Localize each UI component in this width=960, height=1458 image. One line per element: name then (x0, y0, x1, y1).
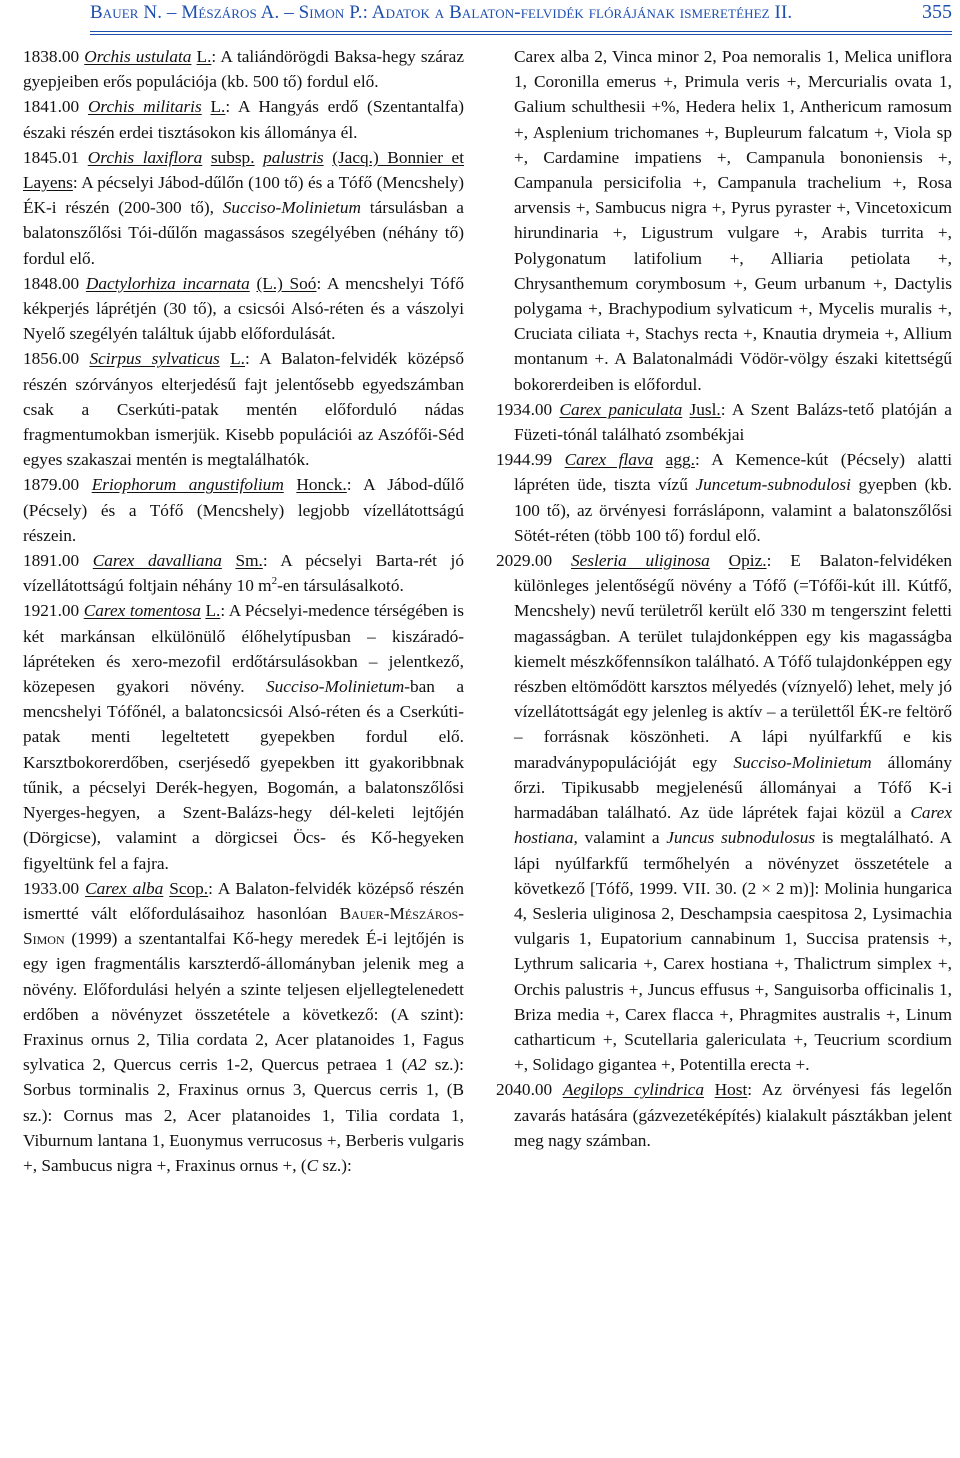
entry-1848 (23, 271, 464, 347)
author-name: L. (196, 47, 212, 66)
author-name: L. (210, 97, 226, 117)
species-name: Carex paniculata (559, 399, 683, 419)
author-name: Opiz. (728, 551, 767, 571)
entry-1921 (23, 598, 464, 875)
entry-text: gyepben (kb. 100 tő), az örvényesi forrásláponn, valamint a balatonszőlősi Sötét-réten (több 100 tő) fordul elő. (514, 475, 952, 545)
entry-text: : A Szent Balázs-tető platóján a Füzeti-tónál található zsombékjai (514, 399, 952, 445)
entry-text: : A Balaton-felvidék középső részén ismertté vált előfordulásaihoz hasonlóan (23, 878, 464, 923)
entry-text: (1999) a szentantalfai Kő-hegy meredek É-i lejtőjén is egy igen fragmentális karszterdő-állományban jelenik meg a növény. Előfordulási helyén a szinte teljesen eljellegtelenedett erdőben a növényzet összetétele a következő: (A szint): Fraxinus ornus 2, Tilia cordata 2, Acer platanoides 1, Fagus sylvatica 2, Quercus cerris 1-2, Quercus petraea 1 ( (23, 929, 464, 1075)
entry-text: társulásban a balatonszőlősi Tói-dűlőn magassásos szegélyében (néhány tő) fordul elő. (23, 198, 464, 268)
entry-1933 (23, 876, 464, 1178)
species-name: Eriophorum angustifolium (91, 475, 284, 495)
entry-text: : A Balaton-felvidék középső részén szórványos elterjedésű fajt jelentősebb egyedszámban csak a Cserkúti-patak mentén előforduló nádas fragmentumokban ismerjük. Kisebb populációi az Aszófői-Séd egyes szakaszai mentén is megtalálhatók. (23, 349, 465, 470)
entry-text: : E Balaton-felvidéken különleges jelentőségű növény a Tófő (=Tófői-kút ill. Kútfő, Mencshely) nevű területről került elő 330 m tengerszint feletti magasságban. A terület tulajdonképpen egy kis magasságba kiemelt mészkőfennsíkon található. A Tófő tulajdonképpen egy részben eltömődött karsztos mélyedés (víznyelő) lehet, mely jó vízellátottságát egy jelenleg is aktív – a területtől ÉK-re feltörő – forrásnak köszönheti. A lápi nyúlfarkfű e kis maradványpopulációját egy (514, 551, 953, 772)
entry-1933-continued (496, 44, 952, 397)
entry-number: 1879.00 (23, 475, 80, 495)
entry-2029 (496, 548, 952, 1077)
entry-1841 (23, 94, 464, 144)
species-name: Carex tomentosa (83, 601, 201, 621)
subspecies-marker: subsp. (210, 147, 255, 167)
species-name: Orchis ustulata (84, 47, 192, 66)
author-name: (L.) Soó (256, 273, 317, 293)
entry-1879 (23, 472, 464, 548)
species-mention: Juncus subnodulosus (666, 828, 816, 848)
entry-text: : A pécselyi Jábod-dűlőn (100 tő) és a Tófő (Mencshely) ÉK-i részén (200-300 tő), (23, 173, 464, 218)
entry-number: 2040.00 (496, 1080, 553, 1100)
entry-number: 2029.00 (496, 551, 553, 571)
entry-text: sz.): Sorbus torminalis 2, Fraxinus ornus 3, Quercus cerris 1, (B sz.): Cornus mas 2, Acer platanoides 1, Tilia cordata 1, Viburnum lantana 1, Euonymus verrucosus +, Berberis vulgaris +, Sambucus nigra +, Fraxinus ornus +, ( (23, 1055, 464, 1175)
species-name: Dactylorhiza incarnata (85, 273, 250, 293)
entry-number: 1933.00 (23, 878, 80, 898)
right-column (496, 44, 952, 1153)
association-name: Succiso-Molinietum (266, 677, 405, 697)
author-name: Sm. (235, 551, 263, 571)
author-name: (Jacq.) Bonnier et Layens (23, 147, 465, 193)
species-name: Orchis militaris (87, 97, 202, 117)
entry-text: , valamint a (573, 828, 667, 848)
species-name: Carex flava (564, 450, 654, 470)
citation-authors: Bauer-Mészáros-Simon (23, 903, 464, 949)
association-name: Succiso-Molinietum (222, 198, 361, 218)
association-name: Juncetum-subnodulosi (695, 475, 851, 495)
entry-1856 (23, 346, 464, 472)
entry-1838 (23, 44, 464, 94)
entry-number: 1845.01 (23, 147, 80, 167)
entry-number: 1934.00 (496, 399, 553, 419)
entry-number: 1921.00 (23, 601, 80, 621)
entry-text: Carex alba 2, Vinca minor 2, Poa nemoralis 1, Melica uniflora 1, Coronilla emerus +, Primula veris +, Mercurialis ovata 1, Galium schulthesii +%, Hedera helix 1, Anthericum ramosum +, Asplenium trichomanes +, Bupleurum falcatum +, Viola sp +, Cardamine impatiens +, Campanula bononiensis +, Campanula persicifolia +, Campanula trachelium +, Rosa arvensis +, Sambucus nigra +, Pyrus pyraster +, Vincetoxicum hirundinaria +, Ligustrum vulgare +, Arabis turrita +, Polygonatum latifolium +, Alliaria petiolata +, Chrysanthemum corymbosum +, Geum urbanum +, Dactylis polygama +, Brachypodium sylvaticum +, Mycelis muralis +, Cruciata ciliata +, Stachys recta +, Knautia drymeia +, Allium montanum +. A Balatonalmádi Vödör-völgy északi kitettségű bokorerdeiben is előfordul. (514, 47, 952, 394)
entry-text: sz.): (318, 1155, 352, 1175)
species-name: Sesleria uliginosa (571, 551, 710, 571)
entry-1944 (496, 447, 952, 548)
entry-text: : A mencshelyi Tófő kékperjés láprétjén (30 tő), a csicsói Alsó-réten és a vászolyi Nyelő szegélyén találtuk újabb előfordulását. (23, 273, 464, 344)
header-rule-bottom (90, 34, 952, 35)
layer-label: C (306, 1155, 319, 1175)
entry-text: : A Pécselyi-medence térségében is két markánsan elkülönülő élőhelytípusban – kiszáradó-lápréteken és xero-mezofil erdőtársulásokban – jelentkező, közepesen gyakori növény. (23, 601, 464, 697)
entry-text: : A taliándörögdi Baksa-hegy száraz gyepjeiben erős populációja (kb. 500 tő) fordul elő. (23, 47, 464, 92)
entry-text: is megtalálható. A lápi nyúlfarkfű termőhelyén a növényzet összetétele a következő [Tófő, 1999. VII. 30. (2 × 2 m)]: Molinia hungarica 4, Sesleria uliginosa 2, Deschampsia caespitosa 2, Lysimachia vulgaris 1, Eupatorium cannabinum 1, Succisa pratensis +, Lythrum salicaria +, Carex hostiana +, Thalictrum simplex +, Orchis palustris +, Juncus effusus +, Sanguisorba officinalis 1, Briza media +, Carex flacca +, Phragmites australis +, Linum catharticum +, Scutellaria galericulata +, Teucrium scordium +, Solidago gigantea +, Potentilla erecta +. (514, 828, 952, 1075)
subspecies-name: palustris (263, 147, 324, 167)
author-name: Honck. (296, 475, 347, 495)
layer-label: A2 (407, 1055, 427, 1075)
entry-1845 (23, 145, 464, 271)
entry-number: 1838.00 (23, 47, 80, 66)
author-name: Jusl. (689, 399, 721, 419)
author-name: L. (205, 601, 221, 621)
species-name: Aegilops cylindrica (562, 1080, 704, 1100)
entry-text: : Az örvényesi fás legelőn zavarás hatására (gázvezetéképítés) kialakult pásztákban jelent meg nagy számban. (514, 1080, 953, 1150)
species-name: Orchis laxiflora (87, 147, 203, 167)
species-name: Carex davalliana (92, 551, 222, 571)
running-header (90, 2, 952, 30)
species-name: Carex alba (85, 878, 164, 898)
author-name: Host (714, 1080, 748, 1100)
page-number: 355 (922, 1, 952, 23)
entry-text: -en társulásalkotó. (277, 576, 404, 596)
header-rule-top (90, 31, 952, 32)
entry-text: -ban a mencshelyi Tófőnél, a balatoncsicsói Alsó-réten és a Cserkúti-patak menti legeltetett gyepekben fordul elő. Karsztbokorerdőben, cserjésedő gyepekben itt gyakoribbnak tűnik, a pécselyi Derék-hegyen, Bogomán, a balatonszőlősi Nyerges-hegyen, a Szent-Balázs-hegy dél-keleti lejtőjén (Dörgicse), valamint a dörgicsei Öcs- és Kő-hegyeken figyeltünk fel a fajra. (23, 677, 465, 873)
entry-text: : A Jábod-dűlő (Pécsely) és a Tófő (Mencshely) legjobb vízellátottságú részein. (23, 475, 465, 545)
association-name: Succiso-Molinietum (733, 752, 872, 772)
entry-2040 (496, 1077, 952, 1153)
entry-number: 1891.00 (23, 551, 80, 571)
author-name: L. (230, 349, 245, 369)
entry-1934 (496, 397, 952, 447)
species-name: Scirpus sylvaticus (89, 349, 220, 369)
entry-number: 1841.00 (23, 97, 80, 117)
entry-number: 1856.00 (23, 349, 80, 369)
left-column (23, 44, 464, 1178)
entry-text: : A pécselyi Barta-rét jó vízellátottságú foltjain néhány 10 m (23, 551, 464, 596)
entry-text: : A Kemence-kút (Pécsely) alatti lápréten üde, tiszta vízű (514, 450, 953, 495)
superscript: 2 (271, 575, 278, 588)
entry-text: : A Hangyás erdő (Szentantalfa) északi részén erdei tisztásokon kis állománya él. (23, 97, 464, 142)
running-title: Bauer N. – Mészáros A. – Simon P.: Adatok a Balaton-felvidék flórájának ismeretéhez II. (90, 2, 793, 23)
entry-number: 1944.99 (496, 450, 553, 470)
species-mention: Carex hostiana (514, 803, 952, 848)
entry-text: állomány őrzi. Tipikusabb megjelenésű állományai a Tófő K-i harmadában található. Az üde láprétek fajai közül a (514, 752, 952, 823)
author-name: Scop. (169, 878, 209, 898)
entry-1891 (23, 548, 464, 598)
author-name: agg. (665, 450, 695, 470)
entry-number: 1848.00 (23, 273, 80, 293)
